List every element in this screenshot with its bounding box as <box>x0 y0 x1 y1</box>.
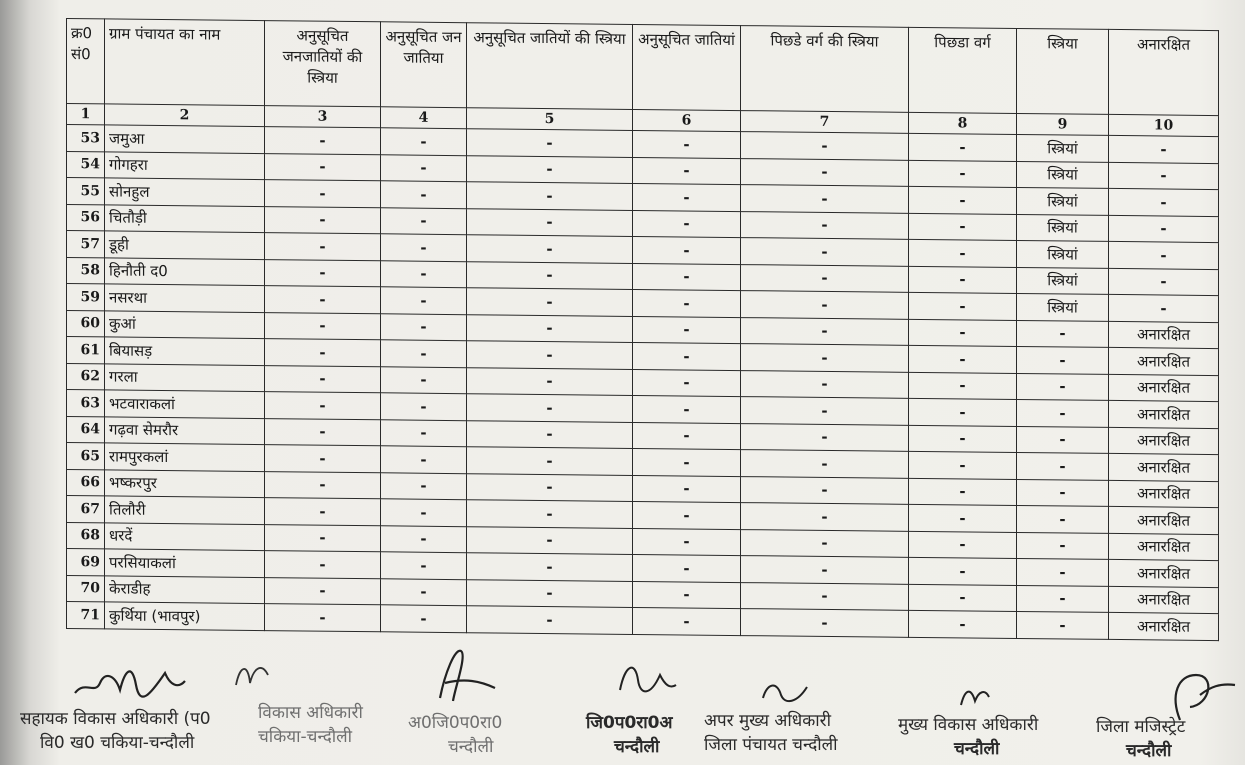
cell-sc-women: - <box>467 155 633 183</box>
cell-obc: - <box>909 319 1017 347</box>
cell-sc: - <box>633 475 741 503</box>
cell-unreserved: अनारक्षित <box>1109 480 1219 508</box>
row-sno: 69 <box>67 549 105 576</box>
table-body <box>67 104 1219 641</box>
signature-addl-district-panchayat-officer <box>408 711 502 759</box>
cell-sc-women: - <box>467 526 633 554</box>
column-number: 4 <box>381 107 467 129</box>
gram-panchayat-name: गोगहरा <box>105 151 265 179</box>
row-sno: 71 <box>67 602 105 629</box>
cell-obc-women: - <box>741 344 909 372</box>
cell-obc-women: - <box>741 158 909 186</box>
gram-panchayat-name: तिलौरी <box>105 496 265 524</box>
cell-sc: - <box>633 501 741 529</box>
cell-sc: - <box>633 316 741 344</box>
cell-women: - <box>1017 479 1109 506</box>
header-gram-panchayat: ग्राम पंचायत का नाम <box>105 19 265 106</box>
header-women: स्त्रिया <box>1017 28 1109 114</box>
cell-women: स्त्रियां <box>1017 134 1109 161</box>
cell-obc: - <box>909 239 1017 267</box>
row-sno: 64 <box>67 416 105 443</box>
gram-panchayat-name: परसियाकलां <box>105 549 265 577</box>
cell-women: - <box>1017 505 1109 532</box>
cell-sc-women: - <box>467 261 633 289</box>
column-number: 5 <box>467 108 633 131</box>
cell-women: स्त्रियां <box>1017 161 1109 188</box>
cell-st: - <box>381 207 467 234</box>
cell-st-women: - <box>265 206 381 234</box>
cell-women: स्त्रियां <box>1017 240 1109 267</box>
header-obc-women: पिछडे वर्ग की स्त्रिया <box>741 26 909 113</box>
gram-panchayat-name: नसरथा <box>105 284 265 312</box>
cell-st-women: - <box>265 312 381 340</box>
signature-office: चन्दौली <box>448 737 494 757</box>
column-number: 9 <box>1017 113 1109 135</box>
cell-st-women: - <box>265 153 381 181</box>
cell-st: - <box>381 578 467 605</box>
column-number: 6 <box>633 109 741 131</box>
reservation-table <box>66 18 1219 641</box>
cell-obc-women: - <box>741 450 909 478</box>
cell-st: - <box>381 287 467 314</box>
column-number: 7 <box>741 111 909 134</box>
cell-women: स्त्रियां <box>1017 214 1109 241</box>
cell-obc: - <box>909 266 1017 294</box>
cell-sc: - <box>633 236 741 264</box>
gram-panchayat-name: रामपुरकलां <box>105 443 265 471</box>
gram-panchayat-name: हिनौती द0 <box>105 257 265 285</box>
cell-st-women: - <box>265 471 381 499</box>
cell-st-women: - <box>265 286 381 314</box>
cell-sc: - <box>633 395 741 423</box>
gram-panchayat-name: भटवाराकलां <box>105 390 265 418</box>
cell-women: - <box>1017 399 1109 426</box>
signature-title: मुख्य विकास अधिकारी <box>898 715 1039 735</box>
cell-obc: - <box>909 531 1017 559</box>
cell-obc: - <box>909 610 1017 638</box>
row-sno: 68 <box>67 522 105 549</box>
signature-mark <box>70 655 190 705</box>
signature-mark <box>610 655 680 705</box>
cell-st: - <box>381 525 467 552</box>
cell-obc-women: - <box>741 317 909 345</box>
cell-obc: - <box>909 451 1017 479</box>
cell-sc: - <box>633 528 741 556</box>
gram-panchayat-name: केराडीह <box>105 575 265 603</box>
cell-sc: - <box>633 183 741 211</box>
cell-st: - <box>381 419 467 446</box>
cell-women: स्त्रियां <box>1017 267 1109 294</box>
row-sno: 53 <box>67 125 105 152</box>
signature-title: विकास अधिकारी <box>258 703 363 723</box>
row-sno: 67 <box>67 496 105 523</box>
column-number: 3 <box>265 106 381 128</box>
cell-women: स्त्रियां <box>1017 293 1109 320</box>
signature-district-magistrate <box>1096 715 1185 763</box>
column-number: 8 <box>909 112 1017 134</box>
row-sno: 55 <box>67 178 105 205</box>
cell-st-women: - <box>265 339 381 367</box>
cell-obc: - <box>909 372 1017 400</box>
header-obc: पिछडा वर्ग <box>909 27 1017 113</box>
cell-obc: - <box>909 213 1017 241</box>
cell-unreserved: अनारक्षित <box>1109 321 1219 349</box>
cell-obc-women: - <box>741 397 909 425</box>
cell-unreserved: - <box>1109 215 1219 243</box>
signature-block <box>0 655 1245 765</box>
cell-women: - <box>1017 611 1109 638</box>
signature-office: चन्दौली <box>1126 741 1172 761</box>
row-sno: 61 <box>67 337 105 364</box>
signature-title: अ0जि0प0रा0 <box>408 713 503 733</box>
cell-women: - <box>1017 346 1109 373</box>
cell-obc-women: - <box>741 609 909 637</box>
cell-sc-women: - <box>467 606 633 634</box>
gram-panchayat-name: चितौड़ी <box>105 204 265 232</box>
cell-st: - <box>381 472 467 499</box>
cell-unreserved: - <box>1109 162 1219 190</box>
row-sno: 62 <box>67 363 105 390</box>
cell-st-women: - <box>265 180 381 208</box>
cell-sc-women: - <box>467 341 633 369</box>
header-st-women: अनुसूचित जनजातियों की स्त्रिया <box>265 21 381 107</box>
cell-obc-women: - <box>741 185 909 213</box>
cell-st: - <box>381 234 467 261</box>
cell-unreserved: - <box>1109 294 1219 322</box>
cell-sc: - <box>633 130 741 158</box>
cell-st-women: - <box>265 445 381 473</box>
cell-st: - <box>381 128 467 155</box>
cell-sc-women: - <box>467 473 633 501</box>
header-sno: क्र0 सं0 <box>67 19 105 104</box>
cell-st-women: - <box>265 127 381 155</box>
cell-st-women: - <box>265 551 381 579</box>
cell-sc: - <box>633 157 741 185</box>
gram-panchayat-name: गढ़वा सेमरौर <box>105 416 265 444</box>
cell-sc-women: - <box>467 394 633 422</box>
signature-office: वि0 ख0 चकिया-चन्दौली <box>40 733 195 753</box>
cell-women: - <box>1017 452 1109 479</box>
signature-office: चन्दौली <box>954 739 1000 759</box>
cell-unreserved: अनारक्षित <box>1109 400 1219 428</box>
row-sno: 58 <box>67 257 105 284</box>
cell-unreserved: अनारक्षित <box>1109 612 1219 640</box>
cell-sc-women: - <box>467 367 633 395</box>
cell-st-women: - <box>265 259 381 287</box>
cell-unreserved: अनारक्षित <box>1109 347 1219 375</box>
gram-panchayat-name: कुआं <box>105 310 265 338</box>
cell-sc: - <box>633 554 741 582</box>
row-sno: 70 <box>67 575 105 602</box>
cell-unreserved: अनारक्षित <box>1109 453 1219 481</box>
cell-sc: - <box>633 342 741 370</box>
cell-sc: - <box>633 581 741 609</box>
signature-title: अपर मुख्य अधिकारी <box>704 711 832 731</box>
cell-sc-women: - <box>467 235 633 263</box>
cell-obc-women: - <box>741 476 909 504</box>
cell-women: - <box>1017 426 1109 453</box>
cell-obc: - <box>909 504 1017 532</box>
cell-obc-women: - <box>741 582 909 610</box>
gram-panchayat-name: भष्करपुर <box>105 469 265 497</box>
signature-chief-dev-officer <box>898 713 1038 761</box>
cell-obc: - <box>909 133 1017 161</box>
cell-obc: - <box>909 292 1017 320</box>
header-st: अनुसूचित जन जातिया <box>381 22 467 108</box>
cell-obc-women: - <box>741 211 909 239</box>
cell-st: - <box>381 605 467 632</box>
header-sc: अनुसूचित जातियां <box>633 24 741 110</box>
signature-title: सहायक विकास अधिकारी (प0 <box>20 709 211 729</box>
row-sno: 65 <box>67 443 105 470</box>
cell-obc-women: - <box>741 529 909 557</box>
cell-st: - <box>381 552 467 579</box>
signature-office: चकिया-चन्दौली <box>258 727 353 747</box>
gram-panchayat-name: सोनहुल <box>105 178 265 206</box>
gram-panchayat-name: कुर्थिया (भावपुर) <box>105 602 265 630</box>
cell-sc: - <box>633 607 741 635</box>
cell-unreserved: अनारक्षित <box>1109 559 1219 587</box>
cell-unreserved: अनारक्षित <box>1109 427 1219 455</box>
cell-sc: - <box>633 448 741 476</box>
cell-sc: - <box>633 210 741 238</box>
signature-title: जि0प0रा0अ <box>586 713 673 733</box>
cell-st: - <box>381 260 467 287</box>
cell-unreserved: - <box>1109 135 1219 163</box>
cell-obc: - <box>909 425 1017 453</box>
row-sno: 57 <box>67 231 105 258</box>
cell-sc-women: - <box>467 288 633 316</box>
row-sno: 59 <box>67 284 105 311</box>
signature-asst-dev-officer <box>20 707 211 755</box>
cell-st: - <box>381 393 467 420</box>
cell-unreserved: - <box>1109 241 1219 269</box>
signature-mark <box>425 643 505 713</box>
row-sno: 66 <box>67 469 105 496</box>
cell-obc: - <box>909 160 1017 188</box>
cell-women: - <box>1017 532 1109 559</box>
column-number: 10 <box>1109 114 1219 136</box>
column-number: 1 <box>67 104 105 125</box>
signature-office: जिला पंचायत चन्दौली <box>704 735 838 755</box>
cell-sc-women: - <box>467 182 633 210</box>
cell-sc-women: - <box>467 500 633 528</box>
cell-st-women: - <box>265 233 381 261</box>
signature-addl-chief-officer <box>704 709 838 757</box>
cell-unreserved: - <box>1109 188 1219 216</box>
header-unreserved: अनारक्षित <box>1109 29 1219 115</box>
cell-st: - <box>381 181 467 208</box>
cell-obc: - <box>909 186 1017 214</box>
cell-sc-women: - <box>467 208 633 236</box>
signature-block-dev-officer <box>258 701 363 749</box>
signature-mark <box>955 683 995 713</box>
cell-obc: - <box>909 584 1017 612</box>
cell-st: - <box>381 313 467 340</box>
gram-panchayat-name: बियासड़ <box>105 337 265 365</box>
gram-panchayat-name: धरदें <box>105 522 265 550</box>
row-sno: 60 <box>67 310 105 337</box>
cell-obc-women: - <box>741 423 909 451</box>
cell-obc-women: - <box>741 132 909 160</box>
cell-women: - <box>1017 320 1109 347</box>
cell-unreserved: अनारक्षित <box>1109 533 1219 561</box>
cell-sc: - <box>633 289 741 317</box>
cell-obc-women: - <box>741 291 909 319</box>
cell-sc-women: - <box>467 129 633 157</box>
header-sc-women: अनुसूचित जातियों की स्त्रिया <box>467 23 633 110</box>
cell-women: - <box>1017 373 1109 400</box>
cell-sc-women: - <box>467 553 633 581</box>
cell-obc-women: - <box>741 370 909 398</box>
cell-sc: - <box>633 422 741 450</box>
row-sno: 63 <box>67 390 105 417</box>
cell-obc: - <box>909 345 1017 373</box>
gram-panchayat-name: गरला <box>105 363 265 391</box>
cell-st-women: - <box>265 577 381 605</box>
cell-women: - <box>1017 585 1109 612</box>
cell-sc: - <box>633 263 741 291</box>
cell-obc: - <box>909 478 1017 506</box>
cell-unreserved: अनारक्षित <box>1109 374 1219 402</box>
cell-sc-women: - <box>467 447 633 475</box>
cell-obc-women: - <box>741 264 909 292</box>
signature-office: चन्दौली <box>614 737 660 757</box>
cell-sc-women: - <box>467 314 633 342</box>
cell-st-women: - <box>265 498 381 526</box>
cell-sc-women: - <box>467 420 633 448</box>
cell-st: - <box>381 340 467 367</box>
row-sno: 54 <box>67 151 105 178</box>
cell-women: - <box>1017 558 1109 585</box>
cell-obc-women: - <box>741 238 909 266</box>
signature-district-panchayat-officer <box>586 711 673 759</box>
signature-mark <box>228 655 278 695</box>
cell-st: - <box>381 154 467 181</box>
cell-obc-women: - <box>741 503 909 531</box>
cell-st-women: - <box>265 524 381 552</box>
signature-mark <box>755 673 815 713</box>
cell-st-women: - <box>265 392 381 420</box>
cell-st-women: - <box>265 604 381 632</box>
cell-obc: - <box>909 398 1017 426</box>
cell-st: - <box>381 366 467 393</box>
cell-st: - <box>381 446 467 473</box>
cell-st: - <box>381 499 467 526</box>
cell-unreserved: अनारक्षित <box>1109 506 1219 534</box>
cell-unreserved: अनारक्षित <box>1109 586 1219 614</box>
header-row <box>67 19 1219 116</box>
cell-sc-women: - <box>467 579 633 607</box>
signature-title: जिला मजिस्ट्रेट <box>1096 717 1186 737</box>
cell-unreserved: - <box>1109 268 1219 296</box>
cell-st-women: - <box>265 365 381 393</box>
gram-panchayat-name: जमुआ <box>105 125 265 153</box>
cell-obc: - <box>909 557 1017 585</box>
cell-sc: - <box>633 369 741 397</box>
column-number: 2 <box>105 104 265 127</box>
cell-women: स्त्रियां <box>1017 187 1109 214</box>
row-sno: 56 <box>67 204 105 231</box>
cell-st-women: - <box>265 418 381 446</box>
gram-panchayat-name: डूही <box>105 231 265 259</box>
cell-obc-women: - <box>741 556 909 584</box>
